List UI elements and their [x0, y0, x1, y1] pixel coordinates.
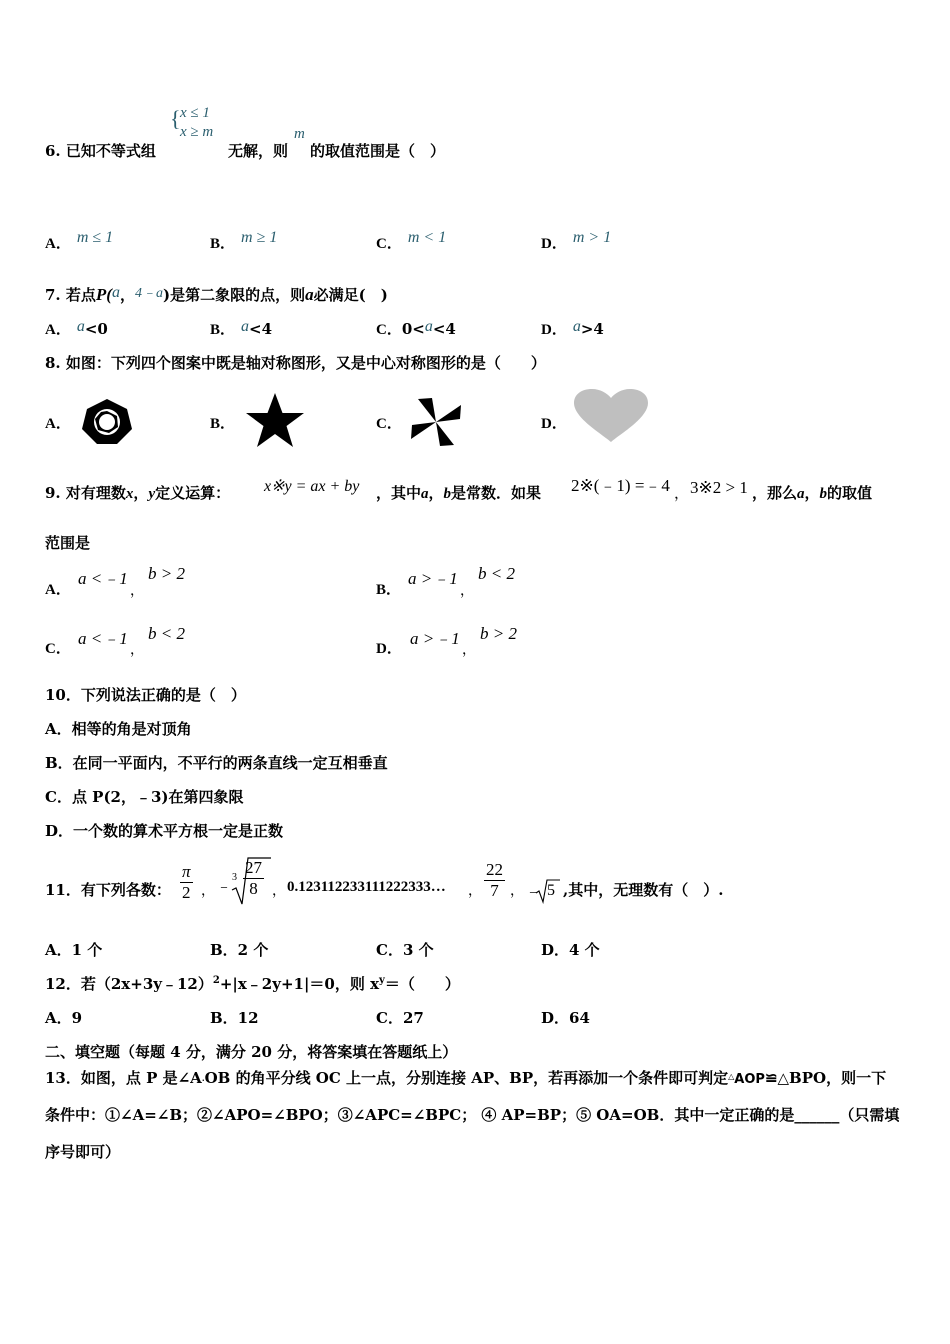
q12-text2: +|x﹣2y+1|＝0，则 x	[219, 975, 380, 993]
option-label: A．	[45, 416, 71, 432]
q8-figure-b-star	[244, 392, 306, 448]
option-math: m > 1	[572, 229, 612, 246]
q9-comma: ，	[428, 484, 444, 502]
q6-option-a[interactable]	[45, 229, 114, 253]
section2-heading: 二、填空题（每题 4 分，满分 20 分，将答案填在答题纸上）	[45, 1043, 458, 1061]
q9-text-d: 是常数．如果	[451, 484, 542, 502]
q9-question-end	[752, 482, 872, 503]
q6-system-line2: x ≥ m	[180, 124, 214, 140]
q9-text-b: 定义运算：	[155, 484, 231, 502]
q9-option-c[interactable]	[45, 637, 71, 658]
q9-question	[45, 482, 230, 503]
q13-line2: 条件中：①∠A=∠B；②∠APO=∠BPO；③∠APC=∠BPC； ④ AP=BP；⑤ OA=OB．其中一定正确的是______（只需填	[45, 1106, 900, 1124]
option-post: <0	[84, 320, 108, 338]
q9-question-cont	[376, 482, 541, 503]
q10-option-c[interactable]: C．点 P(2，﹣3)在第四象限	[45, 788, 244, 806]
q9-b: b	[443, 486, 452, 502]
q9-option-a-comma: ，	[130, 583, 144, 599]
q9-number: 9.	[45, 484, 61, 502]
q8-figure-d-heart	[572, 388, 650, 444]
q9-option-d-p1: a >﹣1	[410, 629, 460, 648]
q11-question	[45, 879, 171, 900]
q8-question	[45, 352, 546, 373]
q9-comma: ，	[133, 484, 149, 502]
q11-pi-den: 2	[182, 883, 191, 902]
option-label: C．	[376, 322, 402, 338]
q9-b: b	[819, 486, 828, 502]
q6-question	[45, 140, 156, 161]
option-post: >4	[580, 320, 604, 338]
option-pre: 0<	[401, 320, 425, 338]
q6-text-before: 已知不等式组	[65, 142, 156, 160]
q7-text-b: )是第二象限的点，则	[162, 286, 306, 304]
q9-option-b-comma: ，	[460, 583, 474, 599]
option-label: B．	[210, 416, 236, 432]
q7-point: P(	[95, 285, 112, 304]
q7-text-a: 若点	[65, 286, 96, 304]
q11-root-num: 27	[245, 858, 262, 877]
q7-sep: ，	[119, 286, 135, 304]
q9-definition: x※y = ax + by	[264, 478, 360, 495]
q9-comma: ，	[804, 484, 820, 502]
q12-option-b[interactable]: B．12	[210, 1009, 259, 1027]
option-label: D．	[541, 416, 567, 432]
q6-text-after: 的取值范围是（ ）	[310, 142, 446, 160]
q9-y: y	[148, 486, 156, 502]
option-var: a	[241, 318, 250, 335]
option-label: C．	[45, 641, 71, 657]
q9-line2: 范围是	[45, 534, 91, 552]
q9-option-c-p1: a <﹣1	[78, 629, 128, 648]
q12-sup2: y	[379, 975, 385, 986]
q10-title: 10．下列说法正确的是（ ）	[45, 686, 246, 704]
q11-comma-3: ，	[468, 883, 482, 899]
q8-option-a[interactable]	[45, 412, 71, 433]
q7-option-a[interactable]	[45, 318, 108, 339]
q6-system-line1: x ≤ 1	[180, 105, 210, 121]
option-var: a	[76, 318, 85, 335]
q11-option-c[interactable]: C．3 个	[376, 941, 434, 959]
q13-tri1: AOP	[734, 1072, 765, 1087]
q8-text: 如图：下列四个图案中既是轴对称图形，又是中心对称图形的是（ ）	[65, 354, 546, 372]
q11-root-index: 3	[232, 872, 237, 883]
q12-question	[45, 973, 460, 994]
q7-text-c: 必满足( )	[313, 286, 388, 304]
q12-sup: 2	[212, 975, 220, 986]
q11-comma-2: ，	[272, 883, 286, 899]
option-label: B．	[210, 322, 236, 338]
q12-option-c[interactable]: C．27	[376, 1009, 424, 1027]
q9-x: x	[125, 486, 134, 502]
q11-27-over-8	[243, 858, 264, 899]
option-label: D．	[541, 322, 567, 338]
q11-number: 11．	[45, 881, 81, 899]
q13-line1: 13．如图，点 P 是∠A·OB 的角平分线 OC 上一点，分别连接 AP、BP，若再添加一个条件即可判定△AOP≌△BPO，则一下	[45, 1069, 887, 1087]
q9-option-c-comma: ，	[130, 642, 144, 658]
q9-text-e: ，那么	[752, 484, 798, 502]
q11-22-over-7	[484, 860, 505, 901]
q9-option-d[interactable]	[376, 637, 402, 658]
q9-condition1: 2※(﹣1) =﹣4	[571, 476, 670, 495]
q13-line1b: OB 的角平分线 OC 上一点，分别连接 AP、BP，若再添加一个条件即可判定	[204, 1069, 729, 1087]
q9-option-a[interactable]	[45, 578, 71, 599]
q9-option-a-p1: a <﹣1	[78, 569, 128, 588]
option-math: m ≤ 1	[76, 229, 114, 246]
q7-option-c[interactable]	[376, 318, 456, 339]
option-label: B．	[376, 582, 402, 598]
q11-neg2: ﹣	[525, 883, 542, 900]
option-var: a	[424, 318, 433, 335]
q7-coord2: 4﹣a	[134, 286, 163, 301]
option-label: C．	[376, 236, 402, 252]
q12-text: 12．若（2x+3y﹣12）	[45, 975, 213, 993]
q9-condition-sep: ，	[674, 484, 690, 502]
option-post: <4	[249, 320, 273, 338]
q11-option-a[interactable]: A．1 个	[45, 941, 103, 959]
q6-option-d[interactable]	[541, 229, 612, 253]
q7-coord1: a	[111, 284, 120, 301]
q11-option-d[interactable]: D．4 个	[541, 941, 600, 959]
q11-root-den: 8	[249, 879, 258, 898]
q9-option-d-p2: b > 2	[480, 624, 517, 643]
q11-frac-den: 7	[490, 881, 499, 900]
q13-cong: ≌△BPO，则一下	[764, 1069, 887, 1087]
q6-option-c[interactable]	[376, 229, 447, 253]
q8-figure-a	[80, 397, 134, 447]
q6-option-b[interactable]	[210, 229, 278, 253]
q7-number: 7.	[45, 286, 61, 304]
q9-a: a	[797, 486, 805, 502]
q11-pi-num: π	[182, 862, 191, 881]
q7-option-b[interactable]	[210, 318, 272, 339]
q7-question	[45, 284, 388, 305]
q8-option-b[interactable]	[210, 412, 235, 433]
q9-option-a-p2: b > 2	[148, 564, 185, 583]
q11-decimal: 0.123112233111222333…	[287, 879, 446, 895]
q9-option-b-p1: a >﹣1	[408, 569, 458, 588]
option-label: D．	[376, 641, 402, 657]
option-var: a	[572, 318, 581, 335]
q12-option-d[interactable]: D．64	[541, 1009, 590, 1027]
q11-comma-4: ，	[510, 883, 524, 899]
option-label: A．	[45, 236, 71, 252]
q13-line3: 序号即可）	[45, 1143, 121, 1161]
option-label: A．	[45, 582, 71, 598]
q11-neg: ﹣	[216, 878, 233, 895]
q7-var: a	[305, 285, 314, 304]
option-label: B．	[210, 236, 236, 252]
q10-option-d[interactable]: D．一个数的算术平方根一定是正数	[45, 822, 284, 840]
q9-a: a	[421, 486, 429, 502]
q9-option-b-p2: b < 2	[478, 564, 515, 583]
option-label: A．	[45, 322, 71, 338]
q11-sqrt5: 5	[547, 882, 555, 899]
option-math: m < 1	[407, 229, 447, 246]
q8-option-c[interactable]	[376, 412, 402, 433]
q11-pi-over-2	[180, 862, 193, 903]
q8-number: 8.	[45, 354, 61, 372]
q6-number: 6.	[45, 142, 61, 160]
q11-option-b[interactable]: B．2 个	[210, 941, 269, 959]
q11-comma-1: ，	[201, 883, 215, 899]
q9-text-a: 对有理数	[65, 484, 126, 502]
q9-text-c: ，其中	[376, 484, 422, 502]
q12-text3: ＝（ ）	[384, 975, 460, 993]
q9-condition2: 3※2 > 1	[690, 478, 748, 497]
q7-option-d[interactable]	[541, 318, 604, 339]
q11-text-end: ,其中，无理数有（ ）.	[563, 881, 724, 899]
q9-text-f: 的取值	[827, 484, 873, 502]
q11-text: 有下列各数：	[80, 881, 171, 899]
q11-frac-num: 22	[486, 860, 503, 879]
q10-option-a[interactable]: A．相等的角是对顶角	[45, 720, 192, 738]
q8-figure-c-pinwheel	[408, 397, 464, 447]
q6-text-mid: 无解，则	[228, 142, 289, 160]
q6-system-brace: {	[170, 106, 181, 131]
q10-option-b[interactable]: B．在同一平面内，不平行的两条直线一定互相垂直	[45, 754, 388, 772]
q9-option-d-comma: ，	[462, 642, 476, 658]
q9-option-c-p2: b < 2	[148, 624, 185, 643]
q13-line1a: 13．如图，点 P 是∠A	[45, 1069, 202, 1087]
option-label: C．	[376, 416, 402, 432]
option-post: <4	[432, 320, 456, 338]
q9-option-b[interactable]	[376, 578, 401, 599]
q12-option-a[interactable]: A．9	[45, 1009, 83, 1027]
option-math: m ≥ 1	[241, 229, 278, 246]
q6-var-m: m	[294, 126, 305, 142]
option-label: D．	[541, 236, 567, 252]
q8-option-d[interactable]	[541, 412, 567, 433]
